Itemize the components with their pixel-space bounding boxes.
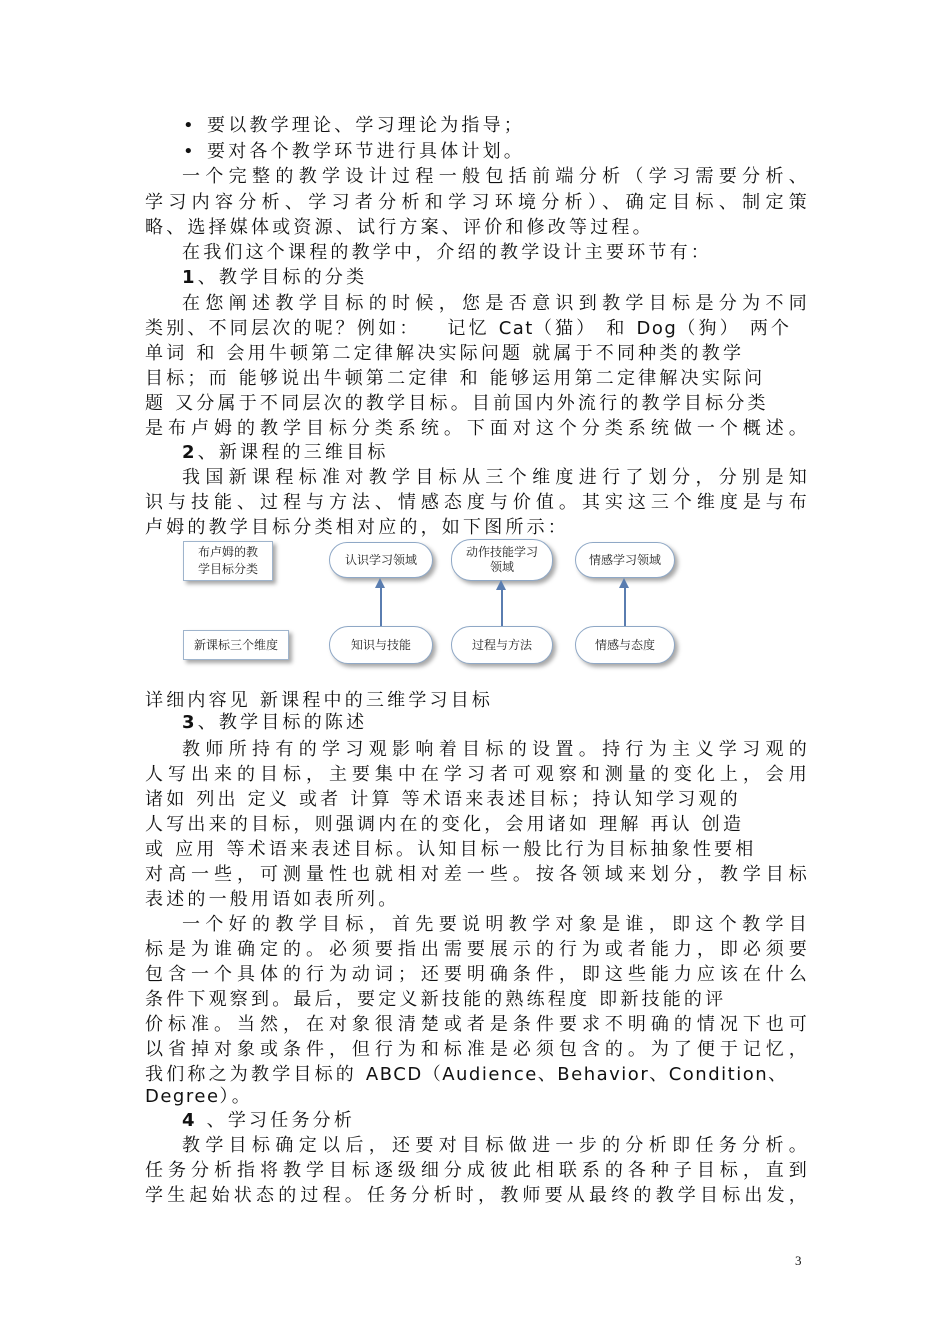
paragraph-line: 我们称之为教学目标的 ABCD（Audience、Behavior、Condition、 (145, 1064, 788, 1085)
paragraph-line: 诸如 列出 定义 或者 计算 等术语来表述目标；持认知学习观的 (145, 789, 741, 810)
arrow-up-icon (375, 578, 385, 588)
psychomotor-domain-box: 动作技能学习 领域 (451, 539, 553, 581)
paragraph-line: 题 又分属于不同层次的教学目标。目前国内外流行的教学目标分类 (145, 393, 769, 414)
paragraph-line: 包含一个具体的行为动词；还要明确条件，即这些能力应该在什么 (145, 964, 810, 985)
paragraph-line: 一个完整的教学设计过程一般包括前端分析（学习需要分析、 (182, 166, 810, 187)
knowledge-skills-box: 知识与技能 (329, 626, 433, 664)
new-curriculum-box: 新课标三个维度 (183, 630, 289, 660)
section-heading: 2、新课程的三维目标 (182, 442, 389, 463)
arrow-line (624, 586, 626, 626)
emotion-attitude-box: 情感与态度 (575, 626, 675, 664)
paragraph-line: 或 应用 等术语来表述目标。认知目标一般比行为目标抽象性要相 (145, 839, 757, 860)
section-heading: 4 、学习任务分析 (182, 1110, 356, 1131)
bullet-item: 要以教学理论、学习理论为指导； (207, 115, 525, 136)
paragraph-line: 卢姆的教学目标分类相对应的，如下图所示： (145, 517, 569, 538)
paragraph-line: 价标准。当然，在对象很清楚或者是条件要求不明确的情况下也可 (145, 1014, 810, 1035)
paragraph-line: 教师所持有的学习观影响着目标的设置。持行为主义学习观的 (182, 739, 810, 760)
paragraph-line: Degree）。 (145, 1086, 253, 1107)
paragraph-line: 任务分析指将教学目标逐级细分成彼此相联系的各种子目标，直到 (145, 1160, 810, 1181)
paragraph-line: 表述的一般用语如表所列。 (145, 889, 400, 910)
paragraph-line: 对高一些，可测量性也就相对差一些。按各领域来划分，教学目标 (145, 864, 810, 885)
paragraph-line: 人写出来的目标，则强调内在的变化，会用诸如 理解 再认 创造 (145, 814, 745, 835)
arrow-line (380, 586, 382, 626)
paragraph-line: 学生起始状态的过程。任务分析时，教师要从最终的教学目标出发， (145, 1185, 810, 1206)
paragraph-line: 标是为谁确定的。必须要指出需要展示的行为或者能力，即必须要 (145, 939, 810, 960)
section-heading: 3、教学目标的陈述 (182, 712, 368, 733)
paragraph-line: 条件下观察到。最后，要定义新技能的熟练程度 即新技能的评 (145, 989, 727, 1010)
arrow-up-icon (619, 578, 629, 588)
process-methods-box: 过程与方法 (451, 626, 553, 664)
arrow-up-icon (496, 580, 506, 590)
paragraph-line: 类别、不同层次的呢？例如： 记忆 Cat（猫） 和 Dog（狗） 两个 (145, 318, 793, 339)
bullet-icon: • (183, 141, 194, 162)
paragraph-line: 教学目标确定以后，还要对目标做进一步的分析即任务分析。 (182, 1135, 810, 1156)
three-dimension-diagram (175, 536, 695, 676)
paragraph-line: 在您阐述教学目标的时候，您是否意识到教学目标是分为不同 (182, 293, 810, 314)
arrow-line (501, 586, 503, 626)
cognitive-domain-box: 认识学习领域 (329, 542, 433, 578)
paragraph-line: 我国新课程标准对教学目标从三个维度进行了划分，分别是知 (182, 467, 810, 488)
page-number: 3 (795, 1253, 802, 1268)
bullet-icon: • (183, 115, 194, 136)
section-heading: 1、教学目标的分类 (182, 267, 368, 288)
paragraph-line: 学习内容分析、学习者分析和学习环境分析）、确定目标、制定策 (145, 192, 810, 213)
paragraph-line: 以省掉对象或条件，但行为和标准是必须包含的。为了便于记忆， (145, 1039, 810, 1060)
bloom-taxonomy-box: 布卢姆的教 学目标分类 (183, 541, 273, 581)
bullet-item: 要对各个教学环节进行具体计划。 (207, 141, 525, 162)
paragraph-line: 一个好的教学目标，首先要说明教学对象是谁，即这个教学目 (182, 914, 810, 935)
paragraph-line: 单词 和 会用牛顿第二定律解决实际问题 就属于不同种类的教学 (145, 343, 745, 364)
paragraph-line: 略、选择媒体或资源、试行方案、评价和修改等过程。 (145, 217, 654, 238)
affective-domain-box: 情感学习领域 (575, 542, 675, 578)
paragraph-line: 是布卢姆的教学目标分类系统。下面对这个分类系统做一个概述。 (145, 418, 810, 439)
paragraph-line: 详细内容见 新课程中的三维学习目标 (145, 690, 494, 711)
paragraph-line: 在我们这个课程的教学中，介绍的教学设计主要环节有： (182, 242, 712, 263)
paragraph-line: 人写出来的目标，主要集中在学习者可观察和测量的变化上，会用 (145, 764, 810, 785)
paragraph-line: 识与技能、过程与方法、情感态度与价值。其实这三个维度是与布 (145, 492, 810, 513)
paragraph-line: 目标；而 能够说出牛顿第二定律 和 能够运用第二定律解决实际问 (145, 368, 766, 389)
